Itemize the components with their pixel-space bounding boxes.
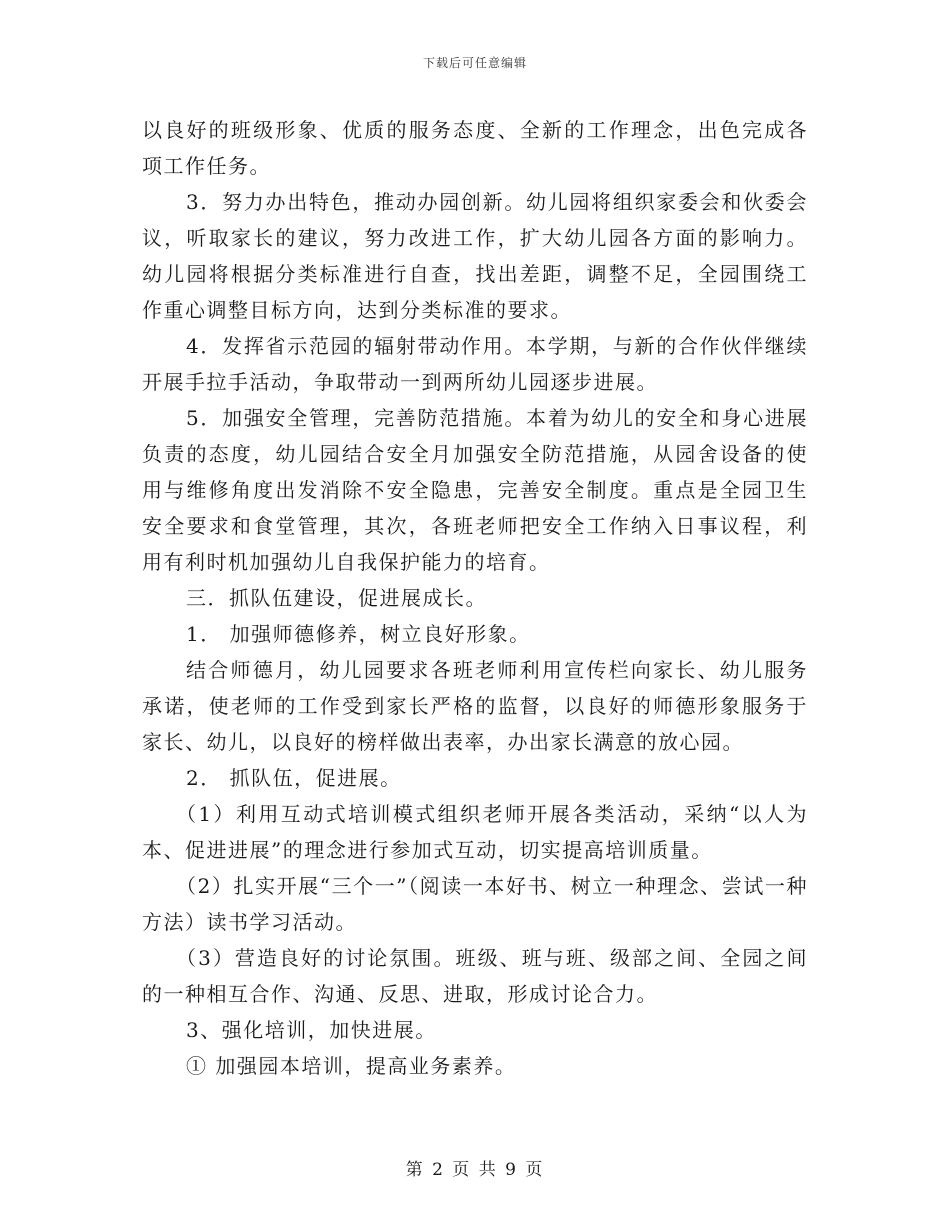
paragraph-item-5: 5．加强安全管理，完善防范措施。本着为幼儿的安全和身心进展负责的态度，幼儿园结合安全月加强安全防范措施，从园舍设备的使用与维修角度出发消除不安全隐患，完善安全制度。重点是全园卫生安全要求和食堂管理，其次，各班老师把安全工作纳入日事议程，利用有利时机加强幼儿自我保护能力的培育。 <box>142 406 808 574</box>
subheading-1: 1． 加强师德修养，树立良好形象。 <box>186 622 531 646</box>
paragraph-sub-1: （1）利用互动式培训模式组织老师开展各类活动，采纳“以人为本、促进进展”的理念进行参加式互动，切实提高培训质量。 <box>142 802 808 862</box>
paragraph-ethics: 结合师德月，幼儿园要求各班老师利用宣传栏向家长、幼儿服务承诺，使老师的工作受到家长严格的监督，以良好的师德形象服务于家长、幼儿，以良好的榜样做出表率，办出家长满意的放心园。 <box>142 658 808 754</box>
page-header-note: 下载后可任意编辑 <box>422 56 527 70</box>
subheading-3: 3、强化培训，加快进展。 <box>186 1018 437 1042</box>
paragraph-circled-1: ① 加强园本培训，提高业务素养。 <box>186 1054 517 1078</box>
document-body <box>142 112 808 1084</box>
subheading-2: 2． 抓队伍，促进展。 <box>186 766 402 790</box>
section-heading-3: 三．抓队伍建设，促进展成长。 <box>186 586 487 610</box>
paragraph-continuation: 以良好的班级形象、优质的服务态度、全新的工作理念，出色完成各项工作任务。 <box>142 118 808 178</box>
paragraph-item-4: 4．发挥省示范园的辐射带动作用。本学期，与新的合作伙伴继续开展手拉手活动，争取带动一到两所幼儿园逐步进展。 <box>142 334 808 394</box>
page-number: 第 2 页 共 9 页 <box>405 1160 545 1180</box>
paragraph-item-3: 3．努力办出特色，推动办园创新。幼儿园将组织家委会和伙委会议，听取家长的建议，努力改进工作，扩大幼儿园各方面的影响力。幼儿园将根据分类标准进行自查，找出差距，调整不足，全园围绕工作重心调整目标方向，达到分类标准的要求。 <box>142 190 808 322</box>
paragraph-sub-2: （2）扎实开展“三个一”（阅读一本好书、树立一种理念、尝试一种方法）读书学习活动。 <box>142 874 808 934</box>
paragraph-sub-3: （3）营造良好的讨论氛围。班级、班与班、级部之间、全园之间的一种相互合作、沟通、反思、进取，形成讨论合力。 <box>142 946 808 1006</box>
